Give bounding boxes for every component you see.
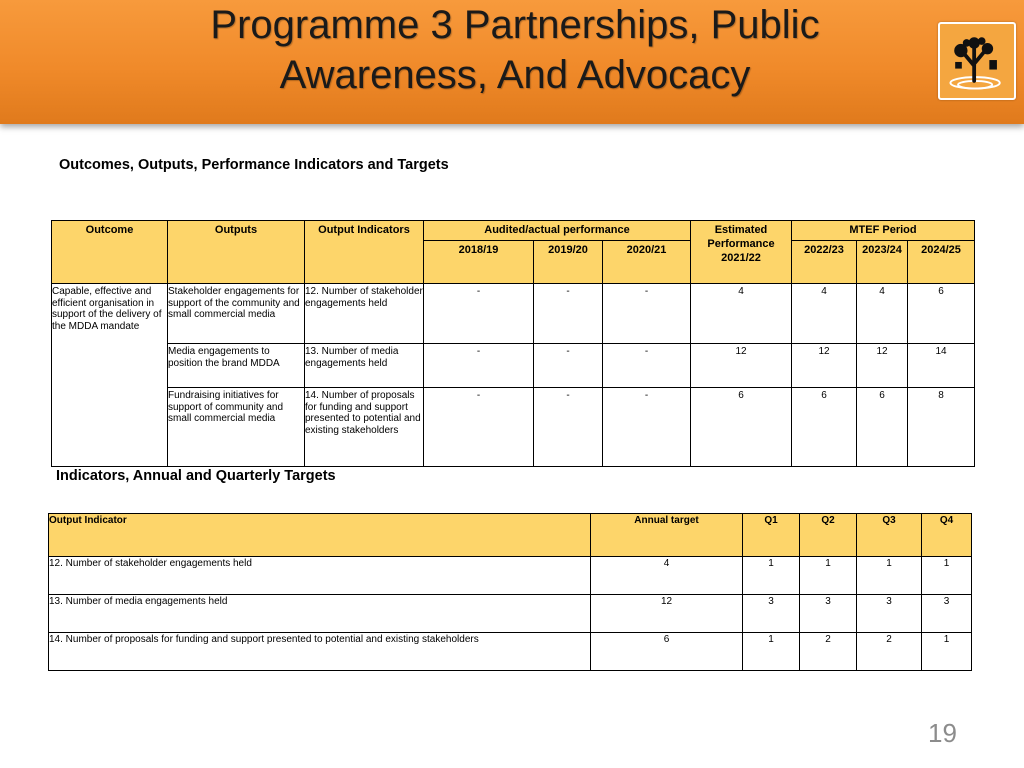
table-row xyxy=(49,595,972,633)
output-cell: Media engagements to position the brand MDDA xyxy=(168,344,305,388)
q2-cell: 2 xyxy=(800,633,857,671)
value-cell: 6 xyxy=(908,284,975,344)
annual-cell: 6 xyxy=(591,633,743,671)
outcomes-table xyxy=(51,220,975,467)
col-header-2019-20: 2019/20 xyxy=(534,241,603,284)
q4-cell: 1 xyxy=(922,557,972,595)
value-cell: 4 xyxy=(691,284,792,344)
col-header-annual-target: Annual target xyxy=(591,514,743,557)
slide-title xyxy=(100,0,930,100)
q1-cell: 1 xyxy=(743,557,800,595)
tree-logo-graphic xyxy=(940,24,1014,98)
col-header-2020-21: 2020/21 xyxy=(603,241,691,284)
value-cell: 6 xyxy=(691,388,792,467)
section-heading-outcomes: Outcomes, Outputs, Performance Indicators and Targets xyxy=(59,157,449,173)
col-header-q2: Q2 xyxy=(800,514,857,557)
q1-cell: 1 xyxy=(743,633,800,671)
table-row xyxy=(52,388,975,467)
value-cell: 4 xyxy=(792,284,857,344)
indicator-cell: 13. Number of media engagements held xyxy=(49,595,591,633)
col-header-2024-25: 2024/25 xyxy=(908,241,975,284)
tree-logo-icon xyxy=(938,22,1016,100)
outcome-cell: Capable, effective and efficient organisation in support of the delivery of the MDDA mandate xyxy=(52,284,168,467)
page-number: 19 xyxy=(928,718,957,748)
q3-cell: 3 xyxy=(857,595,922,633)
col-header-output-indicator: Output Indicator xyxy=(49,514,591,557)
section-heading-quarterly: Indicators, Annual and Quarterly Targets xyxy=(56,468,336,484)
indicator-cell: 13. Number of media engagements held xyxy=(305,344,424,388)
col-header-q3: Q3 xyxy=(857,514,922,557)
value-cell: 6 xyxy=(857,388,908,467)
table-row xyxy=(52,284,975,344)
col-header-2022-23: 2022/23 xyxy=(792,241,857,284)
value-cell: - xyxy=(603,344,691,388)
indicator-cell: 14. Number of proposals for funding and support presented to potential and existing stakeholders xyxy=(49,633,591,671)
table-row xyxy=(52,344,975,388)
q2-cell: 1 xyxy=(800,557,857,595)
value-cell: 14 xyxy=(908,344,975,388)
col-header-q1: Q1 xyxy=(743,514,800,557)
q4-cell: 3 xyxy=(922,595,972,633)
value-cell: 8 xyxy=(908,388,975,467)
q4-cell: 1 xyxy=(922,633,972,671)
slide-title-line-1: Programme 3 Partnerships, Public xyxy=(210,3,820,47)
slide-title-line-2: Awareness, And Advocacy xyxy=(279,53,751,97)
q3-cell: 2 xyxy=(857,633,922,671)
q2-cell: 3 xyxy=(800,595,857,633)
q1-cell: 3 xyxy=(743,595,800,633)
col-header-q4: Q4 xyxy=(922,514,972,557)
col-header-outcome: Outcome xyxy=(52,221,168,284)
indicator-cell: 12. Number of stakeholder engagements held xyxy=(49,557,591,595)
col-header-mtef: MTEF Period xyxy=(792,221,975,241)
value-cell: - xyxy=(534,344,603,388)
table-row xyxy=(49,633,972,671)
table-row xyxy=(49,557,972,595)
col-header-estimated: Estimated Performance 2021/22 xyxy=(691,221,792,284)
value-cell: 12 xyxy=(857,344,908,388)
indicator-cell: 14. Number of proposals for funding and support presented to potential and existing stakeholders xyxy=(305,388,424,467)
value-cell: - xyxy=(534,388,603,467)
q3-cell: 1 xyxy=(857,557,922,595)
col-header-2018-19: 2018/19 xyxy=(424,241,534,284)
col-header-output-indicators: Output Indicators xyxy=(305,221,424,284)
col-header-audited: Audited/actual performance xyxy=(424,221,691,241)
col-header-2023-24: 2023/24 xyxy=(857,241,908,284)
output-cell: Fundraising initiatives for support of community and small commercial media xyxy=(168,388,305,467)
value-cell: - xyxy=(424,284,534,344)
value-cell: 12 xyxy=(691,344,792,388)
value-cell: - xyxy=(603,284,691,344)
quarterly-targets-table xyxy=(48,513,972,671)
col-header-outputs: Outputs xyxy=(168,221,305,284)
output-cell: Stakeholder engagements for support of the community and small commercial media xyxy=(168,284,305,344)
value-cell: - xyxy=(603,388,691,467)
value-cell: 4 xyxy=(857,284,908,344)
value-cell: 12 xyxy=(792,344,857,388)
value-cell: - xyxy=(424,344,534,388)
annual-cell: 12 xyxy=(591,595,743,633)
indicator-cell: 12. Number of stakeholder engagements held xyxy=(305,284,424,344)
value-cell: - xyxy=(534,284,603,344)
value-cell: 6 xyxy=(792,388,857,467)
annual-cell: 4 xyxy=(591,557,743,595)
title-banner xyxy=(0,0,1024,124)
value-cell: - xyxy=(424,388,534,467)
